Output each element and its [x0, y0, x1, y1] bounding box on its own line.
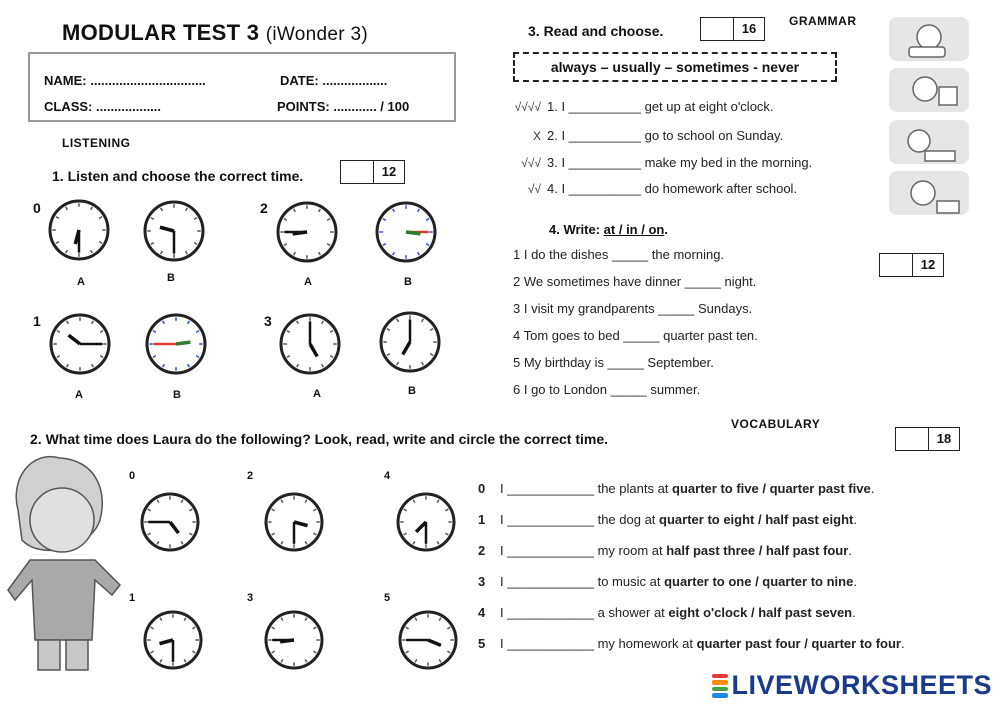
write-item[interactable]: 5 My birthday is _____ September.: [513, 355, 714, 370]
option-label[interactable]: B: [408, 385, 416, 397]
clock-icon: [281, 315, 339, 373]
question-1: 1. Listen and choose the correct time.: [52, 168, 304, 184]
clock-icon: [377, 203, 435, 261]
score-box-q4: 12: [879, 253, 944, 277]
clock-icon: [145, 612, 201, 668]
write-item[interactable]: 4 Tom goes to bed _____ quarter past ten.: [513, 328, 758, 343]
write-item[interactable]: 6 I go to London _____ summer.: [513, 382, 701, 397]
points-field[interactable]: POINTS: ............ / 100: [277, 99, 410, 114]
vocab-item: 0 I ____________ the plants at quarter to five / quarter past five.: [478, 481, 875, 496]
grammar-item: √√ 4. I __________ do homework after school.: [527, 181, 798, 196]
write-item[interactable]: 1 I do the dishes _____ the morning.: [513, 247, 725, 262]
picture-number: 3: [247, 592, 254, 604]
listening-heading: LISTENING: [62, 136, 131, 150]
clock-icon: [400, 612, 456, 668]
option-label[interactable]: A: [304, 276, 312, 288]
grammar-picture-art: [889, 17, 969, 217]
page-title: MODULAR TEST 3 (iWonder 3): [62, 20, 368, 45]
question-4: 4. Write: at / in / on.: [549, 222, 668, 237]
option-label[interactable]: B: [404, 276, 412, 288]
vocab-item: 2 I ____________ my room at half past three / half past four.: [478, 543, 852, 558]
clock-icon: [398, 494, 454, 550]
item-number: 0: [33, 200, 41, 216]
clock-icon: [147, 315, 205, 373]
logo-icon: [712, 673, 728, 699]
laura-illustrations: [0, 450, 480, 680]
clock-icon: [278, 203, 336, 261]
option-label[interactable]: A: [75, 389, 83, 401]
grammar-heading: GRAMMAR: [789, 14, 857, 28]
option-label[interactable]: B: [167, 272, 175, 284]
vocab-item: 1 I ____________ the dog at quarter to eight / half past eight.: [478, 512, 857, 527]
vocab-item: 5 I ____________ my homework at quarter past four / quarter to four.: [478, 636, 905, 651]
word-bank: always – usually – sometimes - never: [513, 52, 837, 82]
picture-number: 2: [247, 470, 254, 482]
vocab-item: 3 I ____________ to music at quarter to one / quarter to nine.: [478, 574, 857, 589]
clock-icon: [266, 494, 322, 550]
question-3: 3. Read and choose.: [528, 23, 664, 39]
listening-clocks: [0, 0, 460, 400]
picture-number: 1: [129, 592, 136, 604]
option-label[interactable]: B: [173, 389, 181, 401]
clock-icon: [145, 202, 203, 260]
class-field[interactable]: CLASS: ..................: [44, 99, 162, 114]
item-number: 3: [264, 313, 272, 329]
question-2: 2. What time does Laura do the following? Look, read, write and circle the correct time.: [30, 431, 608, 447]
picture-number: 4: [384, 470, 391, 482]
clock-icon: [51, 315, 109, 373]
clock-icon: [50, 201, 108, 259]
clock-icon: [266, 612, 322, 668]
liveworksheets-logo[interactable]: LIVEWORKSHEETS: [712, 670, 992, 701]
date-field[interactable]: DATE: ..................: [280, 73, 388, 88]
item-number: 2: [260, 200, 268, 216]
name-field[interactable]: NAME: ................................: [44, 73, 206, 88]
score-box-q3: 16: [700, 17, 765, 41]
picture-number: 0: [129, 470, 136, 482]
clock-icon: [381, 313, 439, 371]
vocabulary-heading: VOCABULARY: [731, 417, 821, 431]
score-box-q1: 12: [340, 160, 405, 184]
write-item[interactable]: 2 We sometimes have dinner _____ night.: [513, 274, 757, 289]
picture-number: 5: [384, 592, 391, 604]
vocab-item: 4 I ____________ a shower at eight o'clock / half past seven.: [478, 605, 856, 620]
grammar-item: √√√√ 1. I __________ get up at eight o'clock.: [514, 99, 774, 114]
score-box-vocabulary: 18: [895, 427, 960, 451]
option-label[interactable]: A: [77, 276, 85, 288]
write-item[interactable]: 3 I visit my grandparents _____ Sundays.: [513, 301, 753, 316]
clock-icon: [142, 494, 198, 550]
item-number: 1: [33, 313, 41, 329]
grammar-item: √√√ 3. I __________ make my bed in the morning.: [521, 155, 813, 170]
option-label[interactable]: A: [313, 388, 321, 400]
grammar-item: X 2. I __________ go to school on Sunday.: [532, 128, 784, 143]
